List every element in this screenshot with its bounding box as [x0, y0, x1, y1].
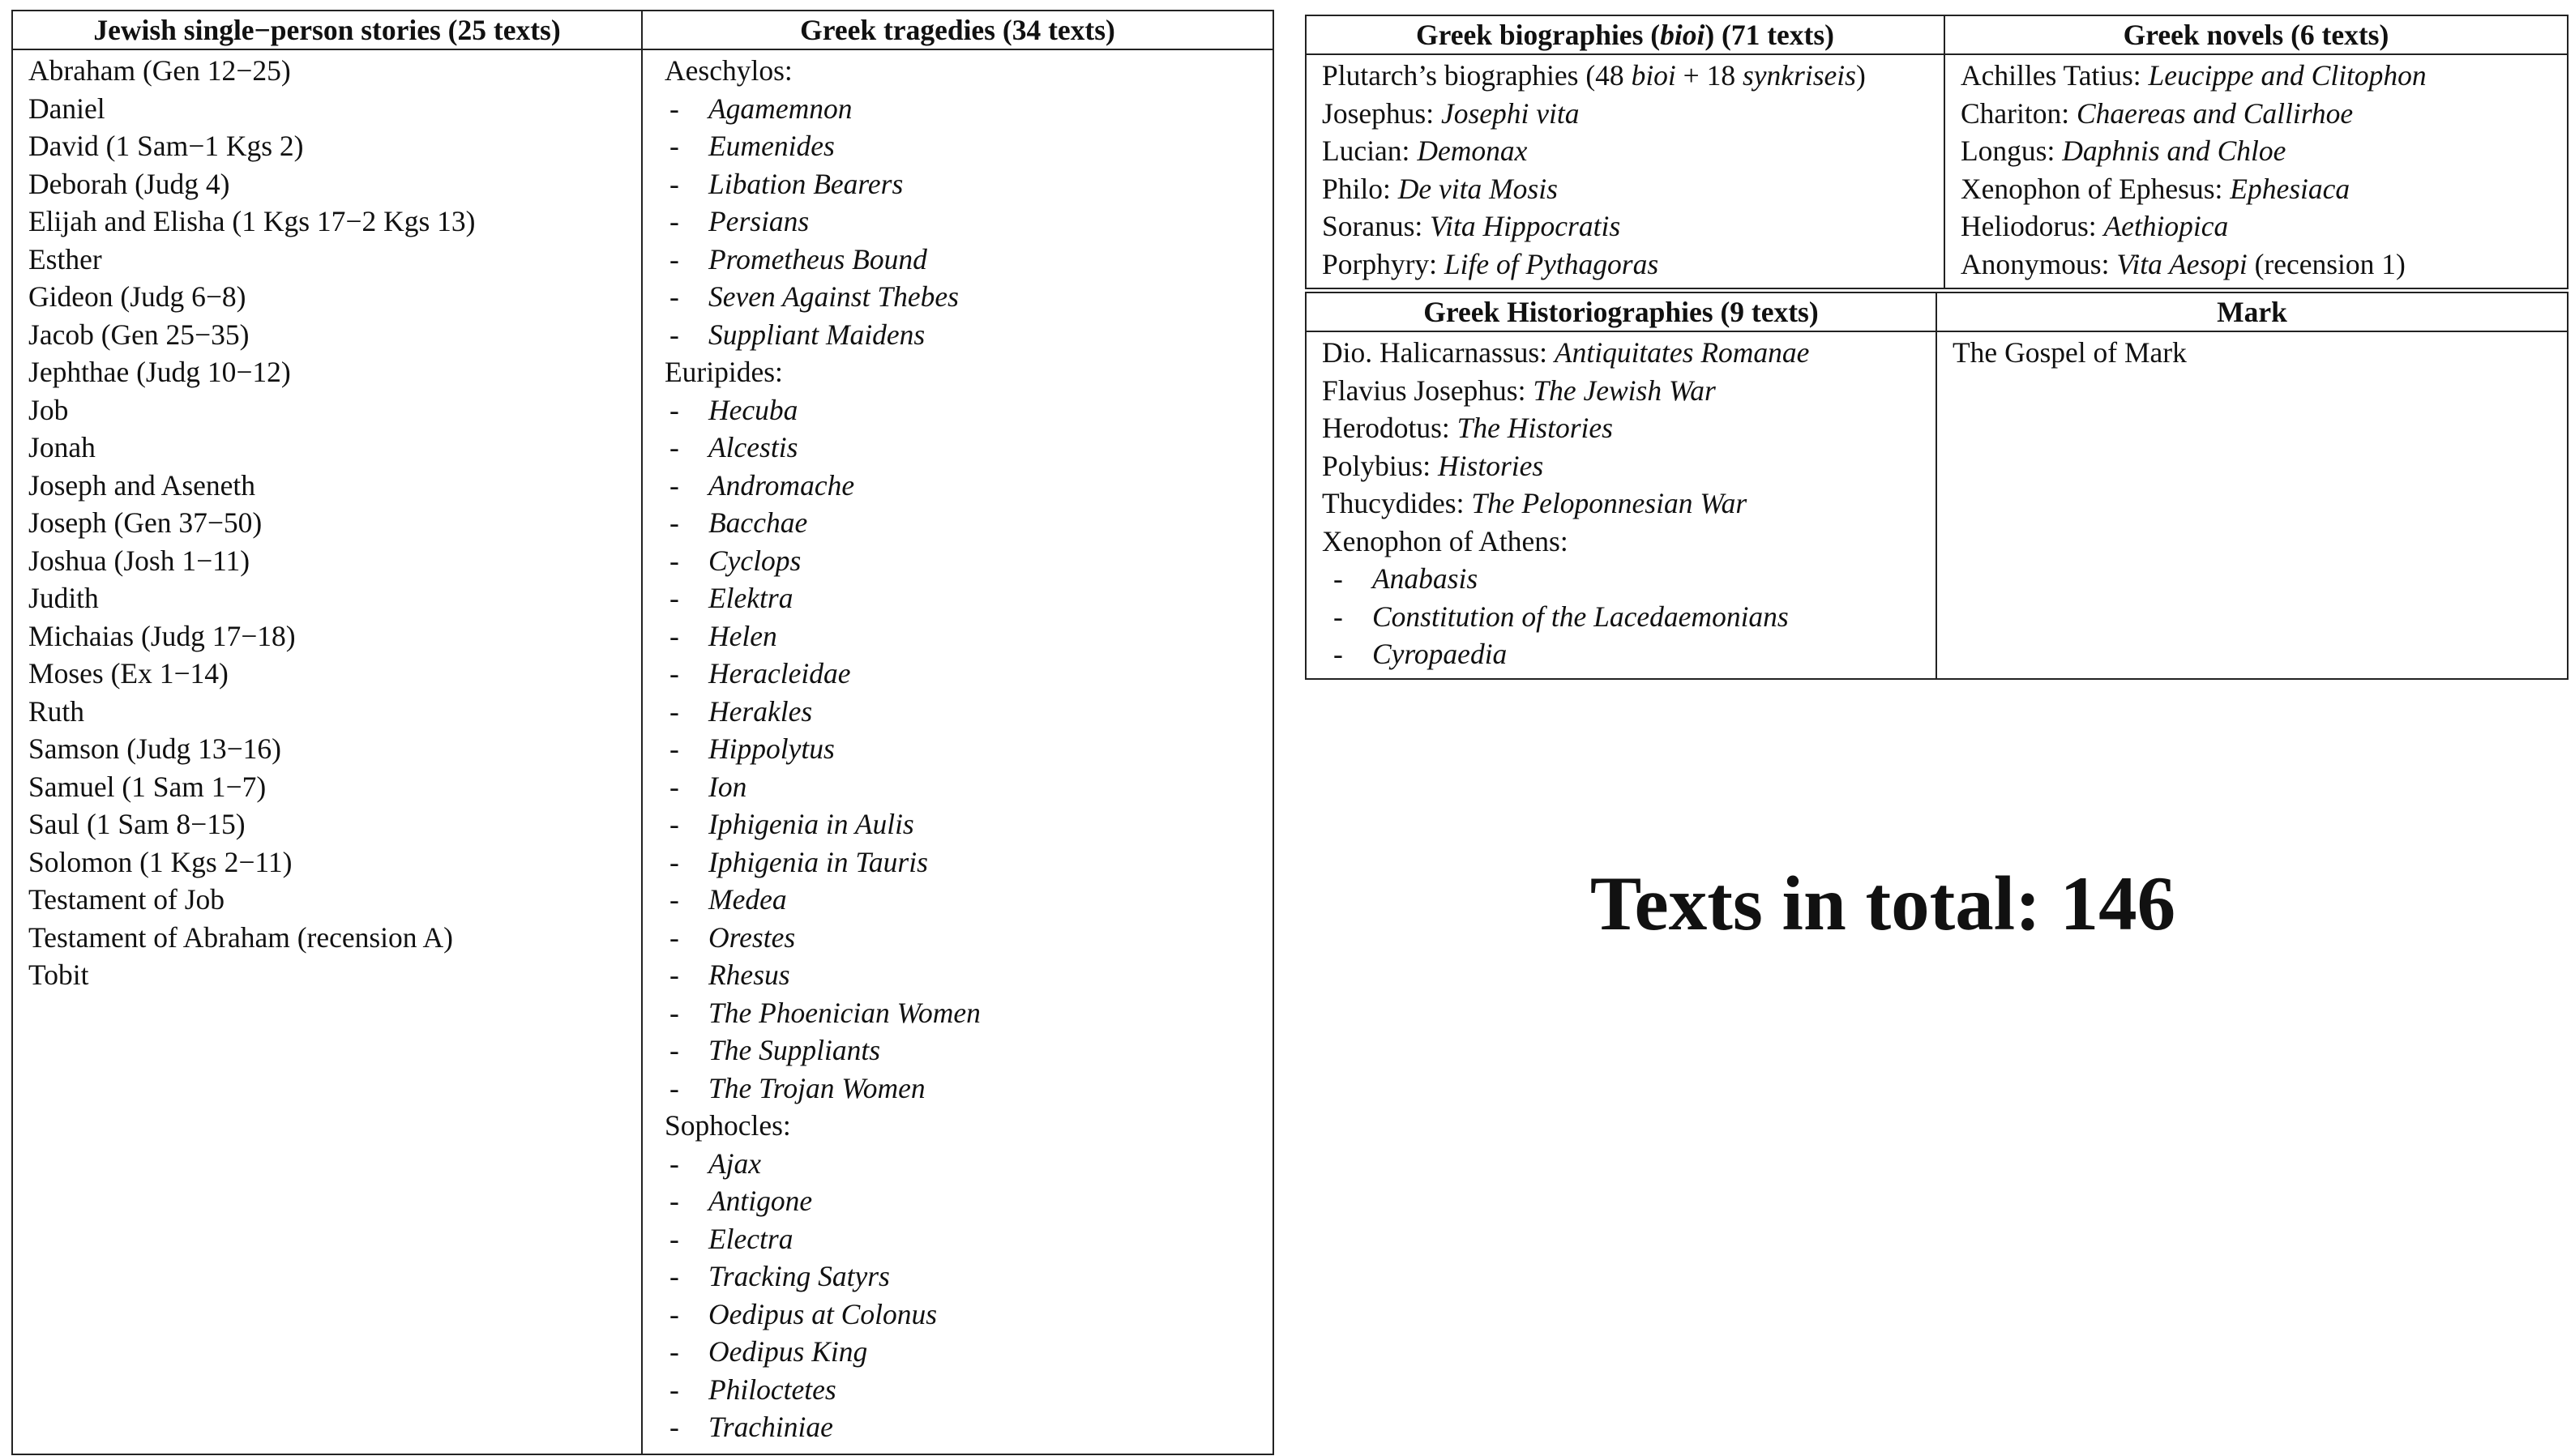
work-title: Daphnis and Chloe: [2062, 134, 2286, 167]
list-dash: -: [669, 431, 679, 463]
list-dash: -: [669, 1260, 679, 1292]
tragedy-item: [658, 994, 1273, 1032]
xenophon-athens-label: Xenophon of Athens:: [1322, 524, 1568, 557]
jewish-story-item: Job: [28, 393, 69, 426]
jewish-story-item: Saul (1 Sam 8−15): [28, 808, 246, 840]
jewish-story-item: Testament of Job: [28, 883, 225, 916]
tragedy-title: Ion: [708, 770, 747, 803]
jewish-story-item: Joseph and Aseneth: [28, 468, 256, 502]
tragedy-item: [658, 768, 1273, 806]
greek-historiographies-cell: [1306, 331, 1936, 679]
tragedy-item: [658, 1371, 1273, 1409]
novel-item: [1961, 170, 2567, 208]
tragedy-title: Suppliant Maidens: [708, 318, 926, 351]
list-dash: -: [669, 468, 679, 502]
work-title: Antiquitates Romanae: [1554, 336, 1810, 369]
jewish-stories-list: [28, 52, 641, 994]
work-title: The Peloponnesian War: [1471, 487, 1747, 519]
work-title: The Histories: [1456, 412, 1613, 444]
tragedy-item: [658, 1182, 1273, 1220]
jewish-story-item: Joshua (Josh 1−11): [28, 544, 250, 577]
historiography-item: [1322, 372, 1936, 410]
jewish-story-item: David (1 Sam−1 Kgs 2): [28, 130, 304, 162]
list-dash: -: [669, 280, 679, 313]
tragedy-title: Rhesus: [708, 959, 790, 991]
biography-item: [1322, 170, 1944, 208]
list-dash: -: [669, 318, 679, 351]
list-dash: -: [669, 242, 679, 275]
tragedy-item: [658, 693, 1273, 731]
jewish-story-item: Jephthae (Judg 10−12): [28, 356, 291, 388]
plutarch-bioi: bioi: [1631, 59, 1676, 92]
jewish-story-item: Elijah and Elisha (1 Kgs 17−2 Kgs 13): [28, 205, 476, 237]
tragedy-title: Libation Bearers: [708, 167, 904, 200]
author-name: Porphyry:: [1322, 247, 1444, 280]
tragedy-title: Andromache: [708, 468, 855, 502]
greek-biographies-list: [1322, 95, 1944, 284]
jewish-story-item: Michaias (Judg 17−18): [28, 619, 296, 652]
tragedy-item: [658, 241, 1273, 279]
author-name: Thucydides:: [1322, 487, 1472, 519]
list-dash: -: [669, 130, 679, 162]
jewish-story-item: Daniel: [28, 92, 105, 125]
list-dash: -: [669, 1185, 679, 1217]
tragedy-title: Electra: [708, 1222, 793, 1255]
list-dash: -: [669, 205, 679, 237]
novel-item: [1961, 95, 2567, 133]
list-dash: -: [669, 694, 679, 728]
jewish-story-item: Judith: [28, 582, 99, 614]
historiography-item: [1322, 334, 1936, 372]
author-name: Herodotus:: [1322, 412, 1457, 444]
tragedy-item: [658, 1333, 1273, 1371]
tragedy-title: Ajax: [708, 1146, 762, 1180]
greek-novels-cell: [1944, 54, 2568, 288]
right-top-corpus-table: [1305, 15, 2569, 289]
tragedy-item: [658, 956, 1273, 994]
xenophon-work-item: [1322, 560, 1936, 598]
historiography-item: [1322, 485, 1936, 523]
xenophon-work-title: Constitution of the Lacedaemonians: [1372, 600, 1789, 633]
tragedy-item: [658, 203, 1273, 241]
plutarch-author: Plutarch’s biographies (48: [1322, 59, 1632, 92]
author-name: Heliodorus:: [1961, 210, 2104, 242]
mark-list: [1953, 334, 2567, 372]
list-dash: -: [669, 167, 679, 200]
biography-item: [1322, 132, 1944, 170]
greek-novels-list: [1961, 57, 2567, 283]
historiography-item: [1322, 447, 1936, 485]
tragedy-title: Herakles: [708, 694, 813, 728]
tragedy-title: The Suppliants: [708, 1034, 881, 1066]
jewish-story-item: Jacob (Gen 25−35): [28, 318, 250, 351]
tragedy-title: Iphigenia in Tauris: [708, 845, 928, 878]
list-dash: -: [669, 1373, 679, 1406]
tragedy-title: Alcestis: [708, 431, 798, 463]
tragedy-title: Orestes: [708, 920, 796, 954]
novel-item: [1961, 57, 2567, 95]
jewish-story-item: Abraham (Gen 12−25): [28, 54, 291, 87]
tragedy-title: The Trojan Women: [708, 1071, 926, 1104]
xenophon-works-list: [1322, 560, 1936, 673]
tragedy-item: [658, 579, 1273, 617]
tragedy-item: [658, 617, 1273, 655]
tragedy-title: Bacchae: [708, 506, 808, 539]
jewish-story-item: Esther: [28, 242, 102, 275]
tragedy-title: Tracking Satyrs: [708, 1260, 890, 1292]
list-dash: -: [669, 1146, 679, 1180]
work-title: The Jewish War: [1533, 374, 1716, 407]
work-title: Josephi vita: [1440, 96, 1580, 130]
tragedy-title: Antigone: [708, 1185, 813, 1217]
jewish-story-item: Solomon (1 Kgs 2−11): [28, 845, 293, 878]
list-dash: -: [669, 92, 679, 125]
author-name: Achilles Tatius:: [1961, 59, 2149, 92]
list-dash: -: [669, 883, 679, 916]
tragedy-item: [658, 1408, 1273, 1446]
author-name: Chariton:: [1961, 96, 2077, 130]
work-title: De vita Mosis: [1397, 172, 1558, 205]
tragedian-name: Sophocles:: [665, 1109, 791, 1142]
historiography-item: [1322, 409, 1936, 447]
jewish-story-item: Samson (Judg 13−16): [28, 732, 281, 765]
tragedy-title: Seven Against Thebes: [708, 280, 959, 313]
list-dash: -: [669, 808, 679, 840]
list-dash: -: [1333, 600, 1343, 633]
list-dash: -: [669, 1335, 679, 1368]
xenophon-work-item: [1322, 598, 1936, 636]
jewish-stories-cell: [12, 49, 642, 1454]
tragedy-item: [658, 1257, 1273, 1296]
list-dash: -: [669, 1411, 679, 1443]
work-note: (recension 1): [2247, 247, 2406, 280]
list-dash: -: [669, 1222, 679, 1255]
novel-item: [1961, 207, 2567, 246]
xenophon-work-item: [1322, 635, 1936, 673]
plutarch-mid: + 18: [1675, 59, 1743, 92]
list-dash: -: [669, 732, 679, 765]
tragedy-item: [658, 278, 1273, 316]
tragedy-title: Persians: [708, 205, 810, 237]
author-name: Lucian:: [1322, 134, 1418, 167]
tragedy-item: [658, 843, 1273, 882]
work-title: Life of Pythagoras: [1444, 247, 1659, 280]
bio-header-italic: bioi: [1660, 19, 1705, 51]
author-name: Soranus:: [1322, 210, 1431, 242]
tragedy-item: [658, 90, 1273, 128]
tragedy-title: Iphigenia in Aulis: [708, 808, 914, 840]
work-title: Histories: [1438, 449, 1544, 482]
novel-item: [1961, 246, 2567, 284]
greek-novels-header: Greek novels (6 texts): [1944, 15, 2568, 54]
list-dash: -: [669, 582, 679, 614]
tragedy-title: Trachiniae: [708, 1411, 833, 1443]
greek-biographies-cell: [1306, 54, 1944, 288]
work-title: Leucippe and Clitophon: [2148, 59, 2427, 92]
list-dash: -: [1333, 562, 1343, 595]
greek-historiographies-list: [1322, 334, 1936, 523]
jewish-story-item: Jonah: [28, 431, 96, 463]
biography-item: [1322, 207, 1944, 246]
author-name: Dio. Halicarnassus:: [1322, 336, 1555, 369]
tragedy-title: The Phoenician Women: [708, 996, 981, 1029]
greek-tragedies-header: Greek tragedies (34 texts): [642, 11, 1273, 49]
tragedy-item: [658, 504, 1273, 542]
biography-item: [1322, 246, 1944, 284]
tragedy-item: [658, 919, 1273, 957]
tragedy-title: Eumenides: [708, 130, 835, 162]
work-title: Vita Hippocratis: [1430, 210, 1621, 242]
work-title: Vita Aesopi: [2116, 247, 2248, 280]
jewish-story-item: Joseph (Gen 37−50): [28, 506, 263, 539]
tragedy-title: Cyclops: [708, 544, 802, 577]
greek-biographies-header: [1306, 15, 1944, 54]
list-dash: -: [669, 506, 679, 539]
tragedy-title: Helen: [708, 619, 777, 652]
tragedy-title: Hippolytus: [708, 732, 835, 765]
jewish-story-item: Testament of Abraham (recension A): [28, 920, 453, 954]
jewish-stories-header: Jewish single−person stories (25 texts): [12, 11, 642, 49]
list-dash: -: [1333, 638, 1343, 670]
jewish-story-item: Moses (Ex 1−14): [28, 657, 229, 690]
bio-header-pre: Greek biographies (: [1415, 19, 1661, 51]
tragedian-name: Euripides:: [665, 356, 783, 388]
tragedy-item: [658, 316, 1273, 354]
tragedian-name: Aeschylos:: [665, 54, 793, 87]
tragedy-title: Heracleidae: [708, 657, 851, 690]
tragedy-item: [658, 542, 1273, 580]
work-title: Chaereas and Callirhoe: [2076, 96, 2354, 130]
greek-tragedies-list: [658, 52, 1273, 1446]
right-bottom-corpus-table: [1305, 292, 2569, 680]
tragedy-item: [658, 1220, 1273, 1258]
xenophon-work-title: Anabasis: [1372, 562, 1478, 595]
author-name: Xenophon of Ephesus:: [1961, 172, 2231, 205]
novel-item: [1961, 132, 2567, 170]
tragedy-item: [658, 881, 1273, 919]
tragedy-title: Medea: [708, 883, 787, 916]
list-dash: -: [669, 619, 679, 652]
tragedy-title: Prometheus Bound: [708, 242, 927, 275]
list-dash: -: [669, 996, 679, 1029]
texts-total: Texts in total: 146: [1589, 860, 2176, 946]
tragedy-item: [658, 655, 1273, 693]
tragedy-item: [658, 467, 1273, 505]
mark-cell: [1936, 331, 2568, 679]
greek-tragedies-cell: [642, 49, 1273, 1454]
plutarch-entry: [1322, 57, 1944, 95]
list-dash: -: [669, 845, 679, 878]
author-name: Longus:: [1961, 134, 2063, 167]
jewish-story-item: Ruth: [28, 694, 85, 728]
author-name: Flavius Josephus:: [1322, 374, 1533, 407]
xenophon-work-title: Cyropaedia: [1372, 638, 1508, 670]
tragedy-item: [658, 1031, 1273, 1070]
tragedy-title: Philoctetes: [708, 1373, 836, 1406]
tragedy-item: [658, 429, 1273, 467]
list-dash: -: [669, 657, 679, 690]
jewish-story-item: Deborah (Judg 4): [28, 167, 230, 200]
tragedy-item: [658, 391, 1273, 429]
tragedy-item: [658, 805, 1273, 843]
list-dash: -: [669, 770, 679, 803]
list-dash: -: [669, 1297, 679, 1330]
list-dash: -: [669, 959, 679, 991]
author-name: Josephus:: [1322, 96, 1441, 130]
jewish-story-item: Samuel (1 Sam 1−7): [28, 770, 267, 803]
tragedy-title: Hecuba: [708, 393, 798, 426]
plutarch-synkriseis: synkriseis: [1742, 59, 1856, 92]
plutarch-end: ): [1855, 59, 1866, 92]
list-dash: -: [669, 1071, 679, 1104]
author-name: Philo:: [1322, 172, 1398, 205]
jewish-story-item: Gideon (Judg 6−8): [28, 280, 246, 313]
left-corpus-table: [11, 10, 1274, 1455]
tragedy-item: [658, 730, 1273, 768]
tragedy-item: [658, 165, 1273, 203]
greek-historiographies-header: Greek Historiographies (9 texts): [1306, 292, 1936, 331]
tragedy-title: Oedipus at Colonus: [708, 1297, 938, 1330]
jewish-story-item: Tobit: [28, 959, 89, 991]
author-name: Polybius:: [1322, 449, 1439, 482]
list-dash: -: [669, 393, 679, 426]
tragedy-item: [658, 1296, 1273, 1334]
bio-header-post: ) (71 texts): [1705, 19, 1834, 51]
list-dash: -: [669, 544, 679, 577]
list-dash: -: [669, 920, 679, 954]
work-title: Ephesiaca: [2230, 172, 2350, 205]
biography-item: [1322, 95, 1944, 133]
tragedy-item: [658, 1070, 1273, 1108]
tragedy-item: [658, 1145, 1273, 1183]
tragedy-title: Elektra: [708, 582, 793, 614]
mark-header: Mark: [1936, 292, 2568, 331]
work-title: Aethiopica: [2103, 210, 2229, 242]
tragedy-title: Agamemnon: [708, 92, 853, 125]
list-dash: -: [669, 1034, 679, 1066]
tragedy-title: Oedipus King: [708, 1335, 868, 1368]
tragedy-item: [658, 127, 1273, 165]
author-name: Anonymous:: [1961, 247, 2117, 280]
work-title: Demonax: [1417, 134, 1528, 167]
mark-item: The Gospel of Mark: [1953, 336, 2187, 369]
